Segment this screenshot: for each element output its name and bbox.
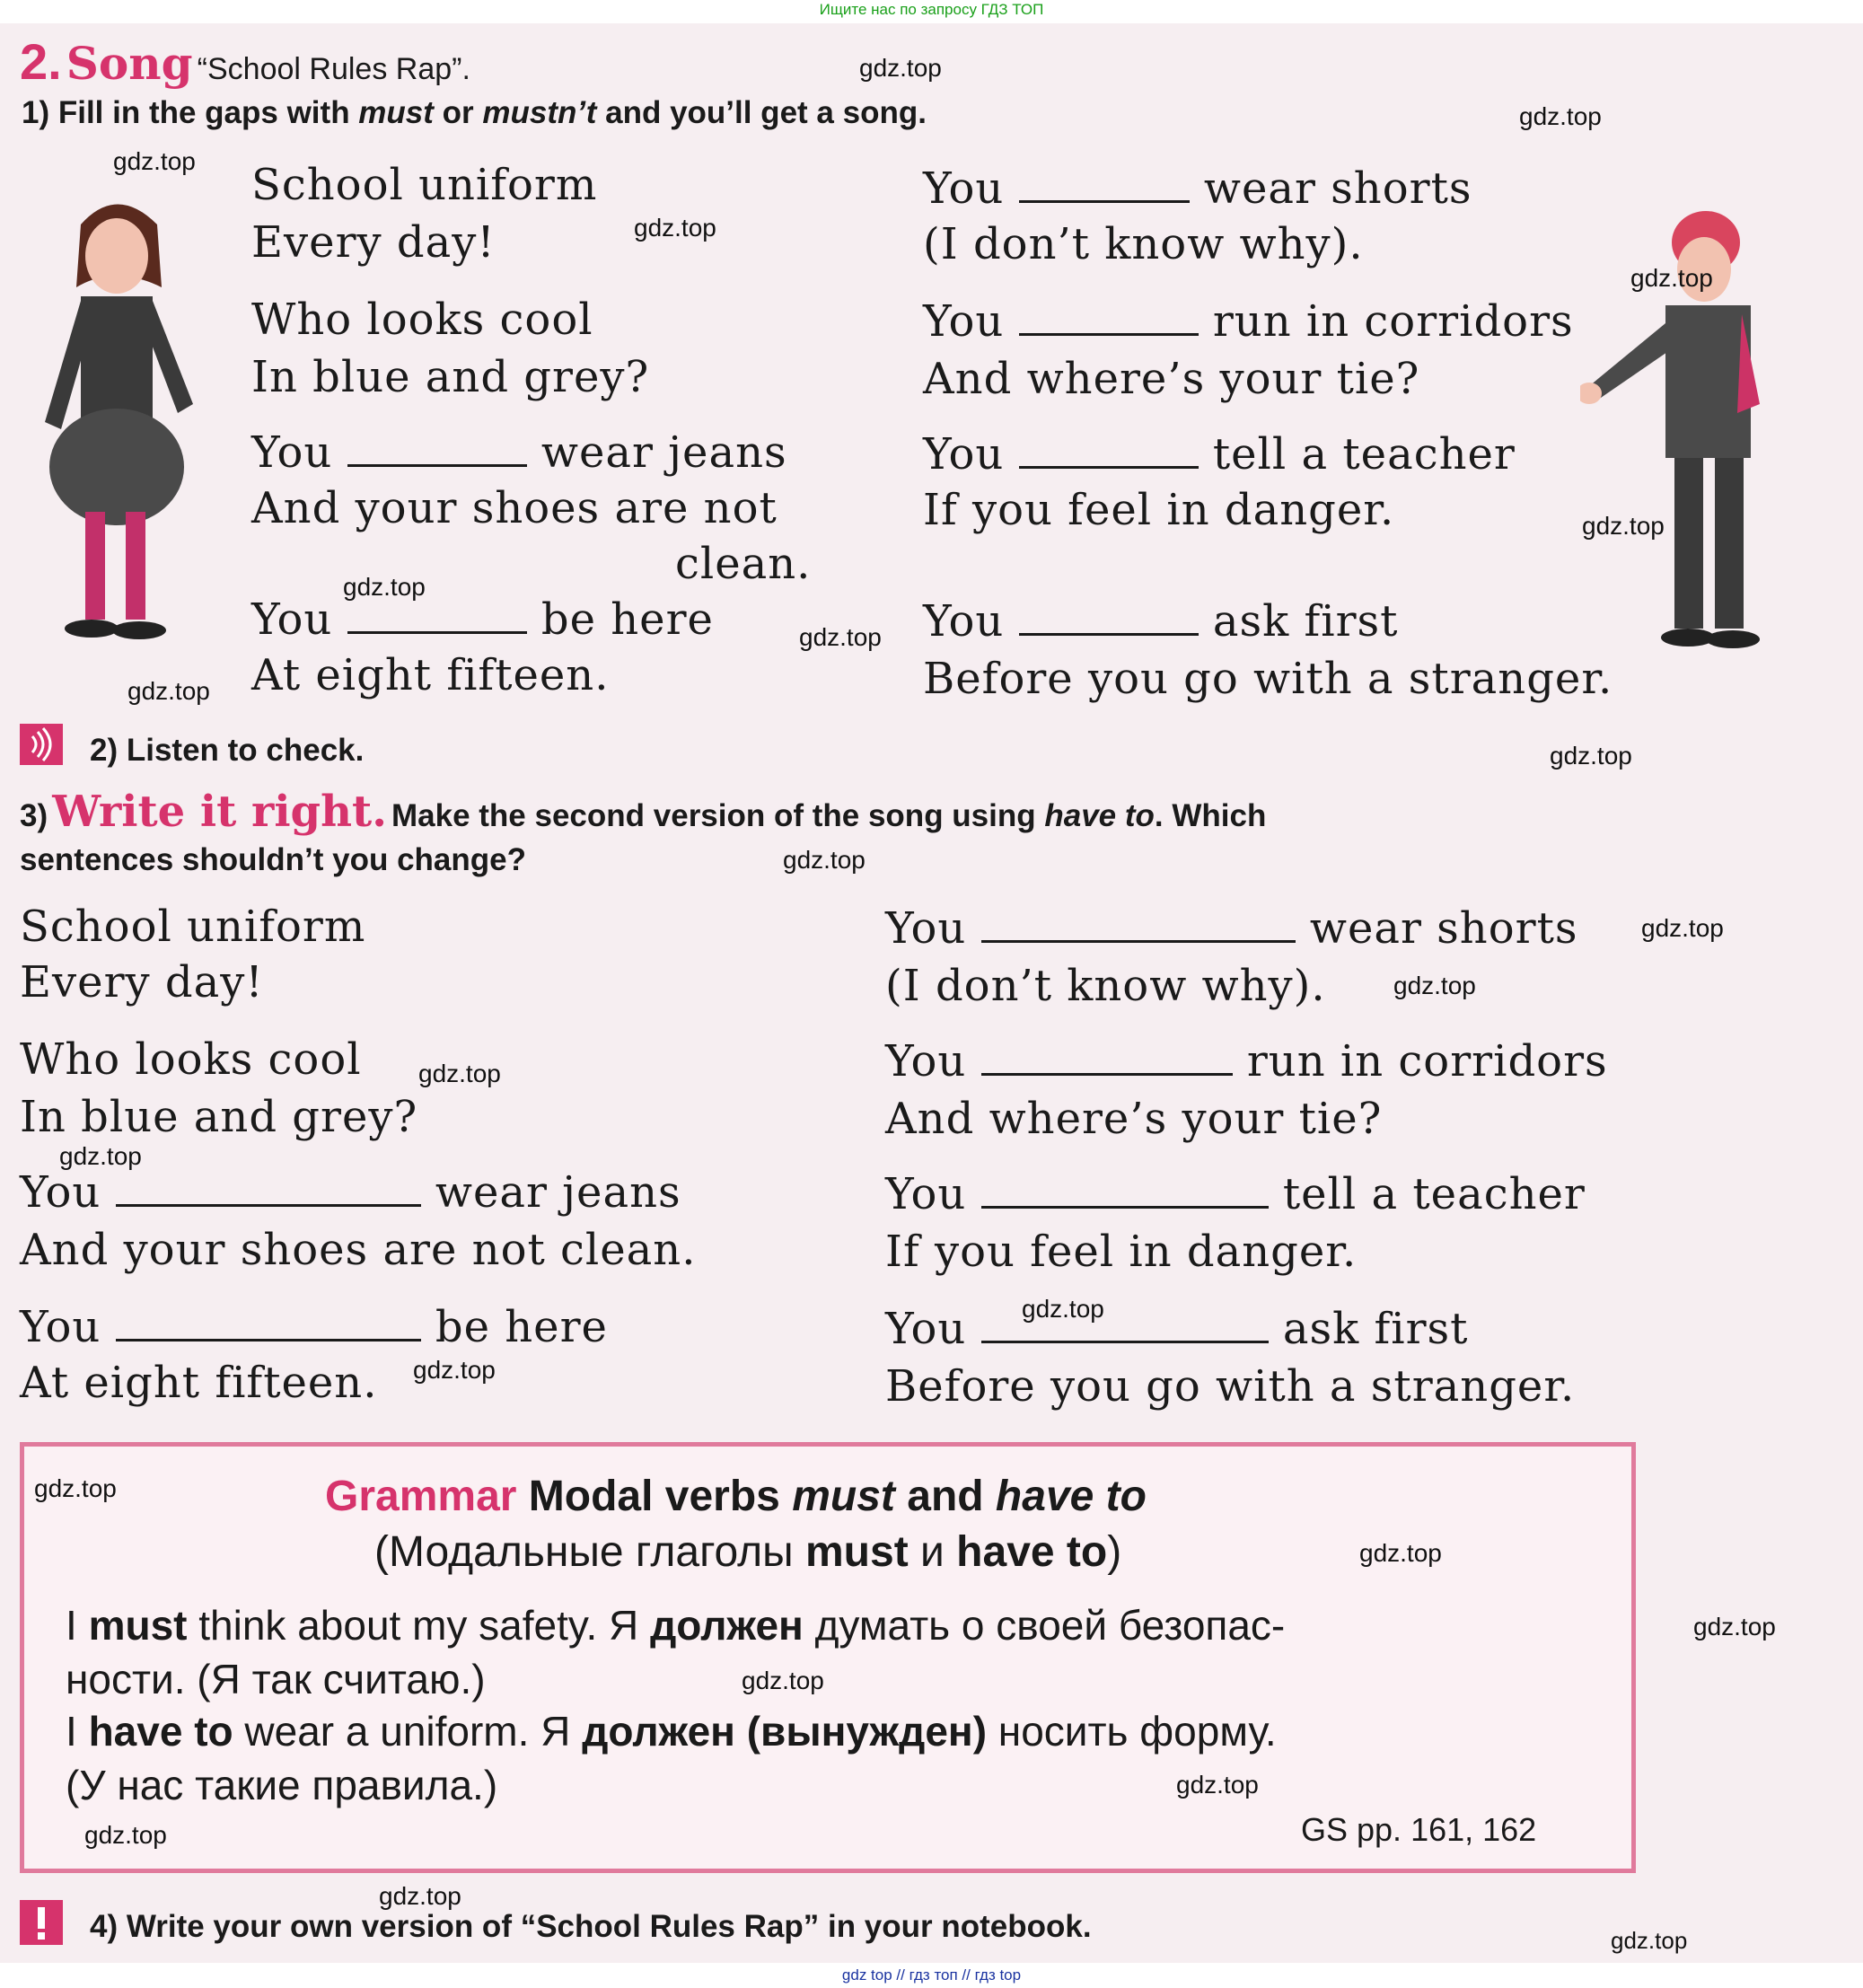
grammar-bold: have to xyxy=(88,1708,233,1755)
song-line: Who looks cool xyxy=(251,295,593,345)
answer-blank[interactable] xyxy=(981,1174,1269,1209)
song2-line: And where’s your tie? xyxy=(885,1094,1383,1144)
song-word: You xyxy=(251,594,333,645)
task3-title: Write it right. xyxy=(52,787,387,837)
grammar-page-reference: GS pp. 161, 162 xyxy=(1301,1811,1537,1848)
grammar-sub-i: и xyxy=(908,1528,957,1576)
watermark: gdz.top xyxy=(742,1667,824,1694)
song-line: In blue and grey? xyxy=(251,352,650,402)
watermark: gdz.top xyxy=(1611,1927,1688,1954)
audio-icon[interactable] xyxy=(20,724,63,765)
task1-instruction xyxy=(22,95,927,131)
song-word: You xyxy=(885,1169,967,1219)
grammar-title-and: and xyxy=(894,1473,996,1520)
song2-line: Every day! xyxy=(20,957,264,1007)
grammar-space xyxy=(735,1708,747,1755)
song2-line: (I don’t know why). xyxy=(885,961,1326,1011)
song-gap-line xyxy=(251,427,787,478)
watermark: gdz.top xyxy=(413,1356,496,1384)
watermark: gdz.top xyxy=(1393,972,1476,999)
song2-gap-line xyxy=(885,1304,1468,1354)
task1-must: must xyxy=(358,95,434,130)
song2-gap-line xyxy=(885,1169,1586,1219)
song-line: clean. xyxy=(675,539,812,589)
watermark: gdz.top xyxy=(1693,1613,1776,1641)
song-word: wear shorts xyxy=(1309,903,1578,954)
grammar-example-1-cont: ности. (Я так считаю.) xyxy=(66,1656,486,1702)
grammar-text: носить форму. xyxy=(987,1708,1277,1755)
exclamation-icon xyxy=(20,1900,63,1945)
task3-text-end: . Which xyxy=(1154,798,1267,833)
exercise-number: 2. xyxy=(20,33,62,90)
answer-blank[interactable] xyxy=(1019,168,1190,203)
answer-blank[interactable] xyxy=(1019,434,1199,469)
grammar-subtitle xyxy=(374,1527,1121,1577)
grammar-text: think about my safety. Я xyxy=(187,1602,651,1649)
song-word: run in corridors xyxy=(1212,296,1574,347)
watermark: gdz.top xyxy=(34,1474,117,1502)
song-gap-line xyxy=(923,596,1398,647)
song2-line: Who looks cool xyxy=(20,1034,362,1085)
song-gap-line xyxy=(251,594,714,645)
watermark: gdz.top xyxy=(59,1142,142,1170)
song-word: You xyxy=(923,163,1005,214)
watermark: gdz.top xyxy=(127,677,210,705)
song-word: You xyxy=(20,1302,101,1352)
girl-illustration xyxy=(27,189,215,647)
song-word: be here xyxy=(435,1302,608,1352)
task1-mustnt: mustn’t xyxy=(482,95,597,130)
task3-instruction-line2: sentences shouldn’t you change? xyxy=(20,842,526,877)
watermark: gdz.top xyxy=(799,623,882,651)
song-word: You xyxy=(923,429,1005,479)
grammar-bold: должен xyxy=(582,1708,735,1755)
watermark: gdz.top xyxy=(1359,1539,1442,1567)
answer-blank[interactable] xyxy=(116,1172,421,1207)
song-line: Before you go with a stranger. xyxy=(923,654,1613,704)
watermark: gdz.top xyxy=(113,147,196,175)
grammar-box xyxy=(20,1442,1636,1873)
song-word: be here xyxy=(540,594,714,645)
exercise-heading xyxy=(20,32,470,91)
song2-gap-line xyxy=(885,903,1577,954)
song-gap-line xyxy=(923,429,1516,479)
answer-blank[interactable] xyxy=(981,1041,1233,1076)
answer-blank[interactable] xyxy=(1019,601,1199,636)
song2-line: School uniform xyxy=(20,902,366,952)
song-gap-line xyxy=(923,163,1472,214)
watermark: gdz.top xyxy=(379,1882,461,1910)
watermark: gdz.top xyxy=(84,1821,167,1849)
exercise-title: Song xyxy=(66,37,193,90)
song-word: You xyxy=(251,427,333,478)
bottom-banner: gdz top // гдз топ // гдз top xyxy=(0,1963,1863,1988)
song-word: You xyxy=(885,1304,967,1354)
watermark: gdz.top xyxy=(1582,512,1665,540)
answer-blank[interactable] xyxy=(116,1306,421,1341)
song2-gap-line xyxy=(885,1036,1608,1086)
song2-gap-line xyxy=(20,1167,681,1218)
grammar-sub-have-to: have to xyxy=(956,1528,1108,1576)
watermark: gdz.top xyxy=(418,1060,501,1087)
grammar-example-2-cont: (У нас такие правила.) xyxy=(66,1762,498,1808)
writing-icon xyxy=(20,1900,63,1945)
grammar-title-have-to: have to xyxy=(995,1473,1147,1520)
grammar-text: думать о своей безопас- xyxy=(803,1602,1286,1649)
answer-blank[interactable] xyxy=(981,908,1296,943)
grammar-text: I xyxy=(66,1708,89,1755)
song-word: You xyxy=(885,903,967,954)
watermark: gdz.top xyxy=(783,846,866,874)
song-word: wear jeans xyxy=(540,427,787,478)
sound-waves-icon xyxy=(20,724,63,765)
grammar-bold: (вынужден) xyxy=(746,1708,988,1755)
song2-line: Before you go with a stranger. xyxy=(885,1361,1576,1412)
song-word: You xyxy=(20,1167,101,1218)
task1-or: or xyxy=(433,95,483,130)
answer-blank[interactable] xyxy=(347,432,527,467)
task2-instruction: 2) Listen to check. xyxy=(90,733,365,768)
song-gap-line xyxy=(923,296,1574,347)
song-word: wear shorts xyxy=(1203,163,1472,214)
task3-have-to: have to xyxy=(1044,798,1155,833)
grammar-bold: must xyxy=(88,1602,188,1649)
grammar-example-1 xyxy=(66,1601,1285,1649)
watermark: gdz.top xyxy=(1519,102,1602,130)
watermark: gdz.top xyxy=(1630,264,1713,292)
grammar-title xyxy=(325,1472,1147,1521)
grammar-sub-text: (Модальные глаголы xyxy=(374,1528,805,1576)
watermark: gdz.top xyxy=(1641,914,1724,942)
grammar-sub-must: must xyxy=(805,1528,909,1576)
song-line: At eight fifteen. xyxy=(251,650,610,700)
watermark: gdz.top xyxy=(1022,1295,1104,1323)
task3-heading xyxy=(20,787,1266,837)
grammar-sub-close: ) xyxy=(1107,1528,1122,1576)
song-line: If you feel in danger. xyxy=(923,485,1395,535)
song2-line: If you feel in danger. xyxy=(885,1227,1358,1277)
song-line: (I don’t know why). xyxy=(923,219,1364,269)
song-word: You xyxy=(923,296,1005,347)
song-word: You xyxy=(885,1036,967,1086)
watermark: gdz.top xyxy=(1550,742,1632,770)
task3-number: 3) xyxy=(20,798,48,833)
song-word: You xyxy=(923,596,1005,647)
song-word: ask first xyxy=(1282,1304,1469,1354)
answer-blank[interactable] xyxy=(1019,301,1199,336)
grammar-text: wear a uniform. Я xyxy=(233,1708,583,1755)
top-banner: Ищите нас по запросу ГДЗ ТОП xyxy=(0,0,1863,23)
watermark: gdz.top xyxy=(859,54,942,82)
watermark: gdz.top xyxy=(343,573,426,601)
grammar-label: Grammar xyxy=(325,1473,517,1520)
watermark: gdz.top xyxy=(634,214,716,242)
task4-instruction: 4) Write your own version of “School Rules Rap” in your notebook. xyxy=(90,1909,1092,1944)
song-line: And your shoes are not xyxy=(251,483,778,533)
task1-text: 1) Fill in the gaps with xyxy=(22,95,359,130)
song2-line: And your shoes are not clean. xyxy=(20,1225,697,1275)
grammar-bold: должен xyxy=(650,1602,804,1649)
grammar-title-text: Modal verbs xyxy=(528,1473,793,1520)
song-line: Every day! xyxy=(251,217,496,268)
song2-gap-line xyxy=(20,1302,608,1352)
song-word: ask first xyxy=(1212,596,1399,647)
song-word: tell a teacher xyxy=(1282,1169,1586,1219)
watermark: gdz.top xyxy=(1176,1771,1259,1799)
task3-instruction xyxy=(391,798,1266,833)
song2-line: At eight fifteen. xyxy=(20,1358,378,1408)
grammar-example-2 xyxy=(66,1707,1277,1755)
task1-text-end: and you’ll get a song. xyxy=(596,95,927,130)
grammar-text: I xyxy=(66,1602,89,1649)
song-line: And where’s your tie? xyxy=(923,354,1420,404)
song-line: School uniform xyxy=(251,160,598,210)
answer-blank[interactable] xyxy=(347,599,527,634)
exercise-subtitle: “School Rules Rap”. xyxy=(197,52,470,86)
grammar-title-must: must xyxy=(792,1473,895,1520)
task3-text: Make the second version of the song using xyxy=(391,798,1045,833)
song-word: run in corridors xyxy=(1246,1036,1608,1086)
song2-line: In blue and grey? xyxy=(20,1092,418,1142)
song-word: wear jeans xyxy=(435,1167,681,1218)
song-word: tell a teacher xyxy=(1212,429,1516,479)
